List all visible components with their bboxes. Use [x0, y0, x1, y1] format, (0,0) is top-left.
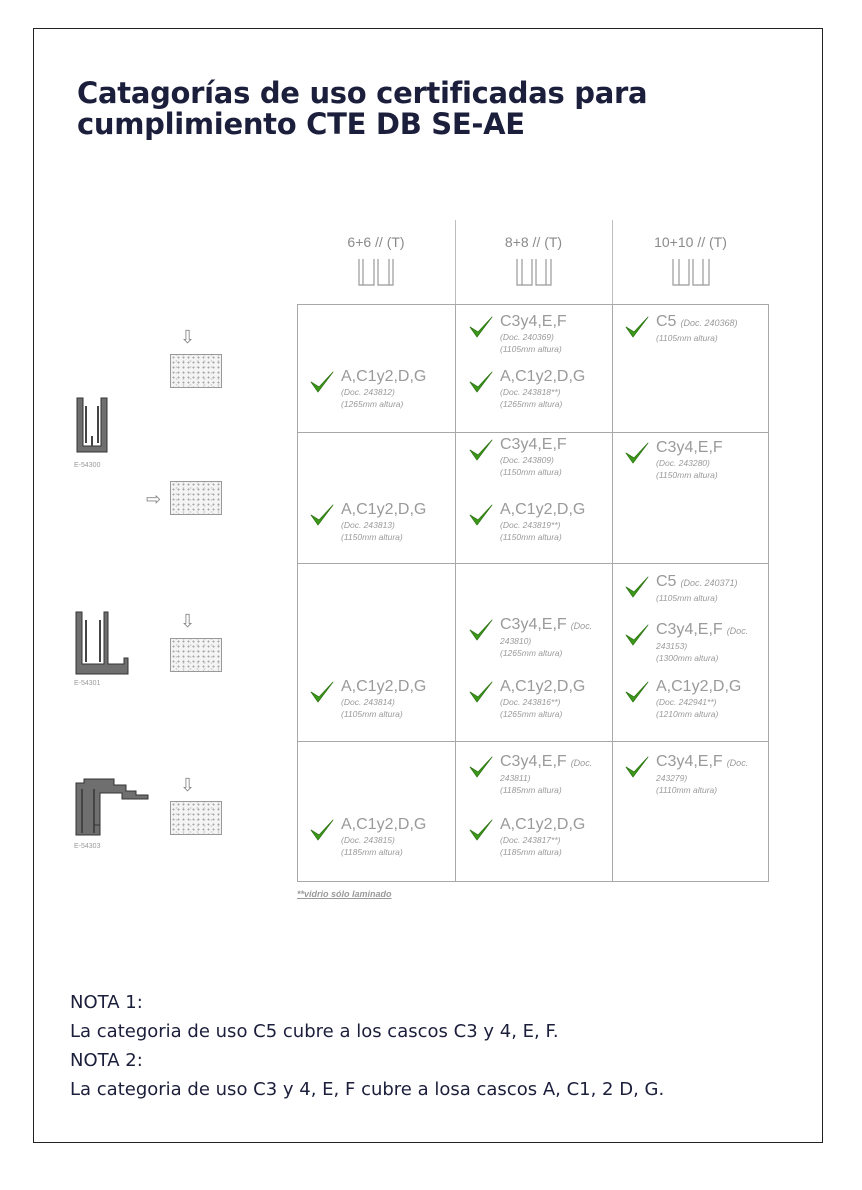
- entry-note: (1265mm altura): [500, 399, 563, 409]
- entry-note: (1265mm altura): [500, 648, 563, 658]
- category-label: C5: [656, 573, 677, 590]
- category-label: A,C1y2,D,G: [656, 678, 742, 695]
- category-label: C3y4,E,F: [656, 439, 723, 456]
- doc-reference: (Doc.: [726, 626, 749, 636]
- entry-note: (1150mm altura): [500, 467, 562, 477]
- category-label: A,C1y2,D,G: [500, 816, 586, 833]
- entry-note: (Doc. 242941**): [656, 697, 717, 707]
- doc-reference: (Doc.: [570, 621, 593, 631]
- entry-note: (1105mm altura): [656, 333, 718, 343]
- entry-note: (1185mm altura): [500, 785, 562, 795]
- check-icon: [468, 314, 494, 345]
- table-row-divider: [297, 563, 769, 564]
- footnote-laminated-glass: **vidrio sólo laminado: [297, 889, 392, 899]
- category-label: C3y4,E,F: [656, 621, 723, 638]
- arrow-right-icon: ⇨: [146, 489, 162, 509]
- entry-note: (Doc. 243819**): [500, 520, 561, 530]
- entry-note: (1110mm altura): [656, 785, 718, 795]
- arrow-down-icon: ⇩: [180, 327, 196, 347]
- category-label: A,C1y2,D,G: [500, 368, 586, 385]
- entry-note: (1150mm altura): [656, 470, 718, 480]
- check-icon: [468, 502, 494, 533]
- note-2-title: NOTA 2:: [70, 1050, 143, 1071]
- check-icon: [309, 817, 335, 848]
- title-line-1: Catagorías de uso certificadas para: [77, 76, 648, 110]
- check-icon: [468, 754, 494, 785]
- check-icon: [624, 679, 650, 710]
- table-column-divider: [612, 304, 613, 882]
- concrete-slab-top: [170, 638, 222, 672]
- category-label: A,C1y2,D,G: [341, 368, 427, 385]
- entry-note: (1265mm altura): [500, 709, 563, 719]
- column-header-6-6: [297, 220, 455, 304]
- profile-e54303-drawing: [74, 775, 154, 840]
- entry-note: (Doc. 240369): [500, 332, 554, 342]
- entry-note: 243279): [656, 773, 688, 783]
- note-1-title: NOTA 1:: [70, 992, 143, 1013]
- category-label: C3y4,E,F: [500, 616, 567, 633]
- entry-note: (1105mm altura): [656, 593, 718, 603]
- category-label: A,C1y2,D,G: [341, 816, 427, 833]
- check-icon: [624, 574, 650, 605]
- check-icon: [468, 817, 494, 848]
- entry-note: (1150mm altura): [341, 532, 403, 542]
- doc-reference: (Doc.: [570, 758, 593, 768]
- category-label: C3y4,E,F: [500, 436, 567, 453]
- category-label: A,C1y2,D,G: [500, 678, 586, 695]
- check-icon: [309, 679, 335, 710]
- glass-section-icon: [357, 258, 395, 286]
- table-row-divider: [297, 741, 769, 742]
- check-icon: [468, 617, 494, 648]
- table-row-divider: [297, 432, 769, 433]
- entry-note: (1210mm altura): [656, 709, 719, 719]
- entry-note: 243153): [656, 641, 688, 651]
- category-label: C3y4,E,F: [500, 313, 567, 330]
- concrete-slab-side: [170, 481, 222, 515]
- profile-e54300-drawing: [74, 396, 110, 454]
- check-icon: [468, 679, 494, 710]
- doc-reference: (Doc. 240368): [680, 318, 738, 328]
- entry-note: (1105mm altura): [341, 709, 403, 719]
- category-label: C5: [656, 313, 677, 330]
- check-icon: [309, 502, 335, 533]
- column-header-8-8: [455, 220, 612, 304]
- entry-note: (1185mm altura): [341, 847, 403, 857]
- doc-reference: (Doc. 240371): [680, 578, 738, 588]
- notes-section: [70, 988, 664, 1104]
- arrow-down-icon: ⇩: [180, 775, 196, 795]
- concrete-slab-top: [170, 801, 222, 835]
- entry-note: (1105mm altura): [500, 344, 562, 354]
- check-icon: [624, 440, 650, 471]
- column-label: 8+8 // (T): [504, 234, 563, 250]
- category-label: A,C1y2,D,G: [341, 678, 427, 695]
- entry-note: (Doc. 243809): [500, 455, 554, 465]
- profile-code: E-54301: [74, 680, 101, 687]
- table-column-divider: [455, 304, 456, 882]
- entry-note: (1300mm altura): [656, 653, 719, 663]
- note-2-text: La categoria de uso C3 y 4, E, F cubre a losa cascos A, C1, 2 D, G.: [70, 1079, 665, 1100]
- check-icon: [468, 437, 494, 468]
- column-label: 6+6 // (T): [347, 234, 405, 250]
- entry-note: (Doc. 243280): [656, 458, 710, 468]
- entry-note: (Doc. 243818**): [500, 387, 561, 397]
- profile-e54301-drawing: [74, 610, 130, 676]
- entry-note: (Doc. 243812): [341, 387, 395, 397]
- check-icon: [309, 369, 335, 400]
- doc-reference: (Doc.: [726, 758, 749, 768]
- entry-note: (Doc. 243817**): [500, 835, 561, 845]
- entry-note: (1150mm altura): [500, 532, 562, 542]
- glass-section-icon: [515, 258, 553, 286]
- category-label: C3y4,E,F: [500, 753, 567, 770]
- column-label: 10+10 // (T): [654, 234, 727, 250]
- column-header-10-10: [612, 220, 769, 304]
- header-divider: [612, 220, 613, 304]
- entry-note: (1185mm altura): [500, 847, 562, 857]
- entry-note: 243811): [500, 773, 531, 783]
- title-line-2: cumplimiento CTE DB SE-AE: [77, 107, 525, 141]
- entry-note: (Doc. 243813): [341, 520, 395, 530]
- entry-note: (Doc. 243816**): [500, 697, 561, 707]
- category-label: A,C1y2,D,G: [341, 501, 427, 518]
- entry-note: (1265mm altura): [341, 399, 404, 409]
- arrow-down-icon: ⇩: [180, 611, 196, 631]
- check-icon: [624, 314, 650, 345]
- check-icon: [624, 754, 650, 785]
- page-title: [77, 78, 647, 140]
- profile-code: E-54300: [74, 462, 101, 469]
- note-1-text: La categoria de uso C5 cubre a los cascos C3 y 4, E, F.: [70, 1021, 559, 1042]
- check-icon: [624, 622, 650, 653]
- check-icon: [468, 369, 494, 400]
- category-label: C3y4,E,F: [656, 753, 723, 770]
- entry-note: 243810): [500, 636, 532, 646]
- concrete-slab-top: [170, 354, 222, 388]
- entry-note: (Doc. 243815): [341, 835, 395, 845]
- profile-code: E-54303: [74, 843, 101, 850]
- entry-note: (Doc. 243814): [341, 697, 395, 707]
- header-divider: [455, 220, 456, 304]
- glass-section-icon: [671, 258, 711, 286]
- category-label: A,C1y2,D,G: [500, 501, 586, 518]
